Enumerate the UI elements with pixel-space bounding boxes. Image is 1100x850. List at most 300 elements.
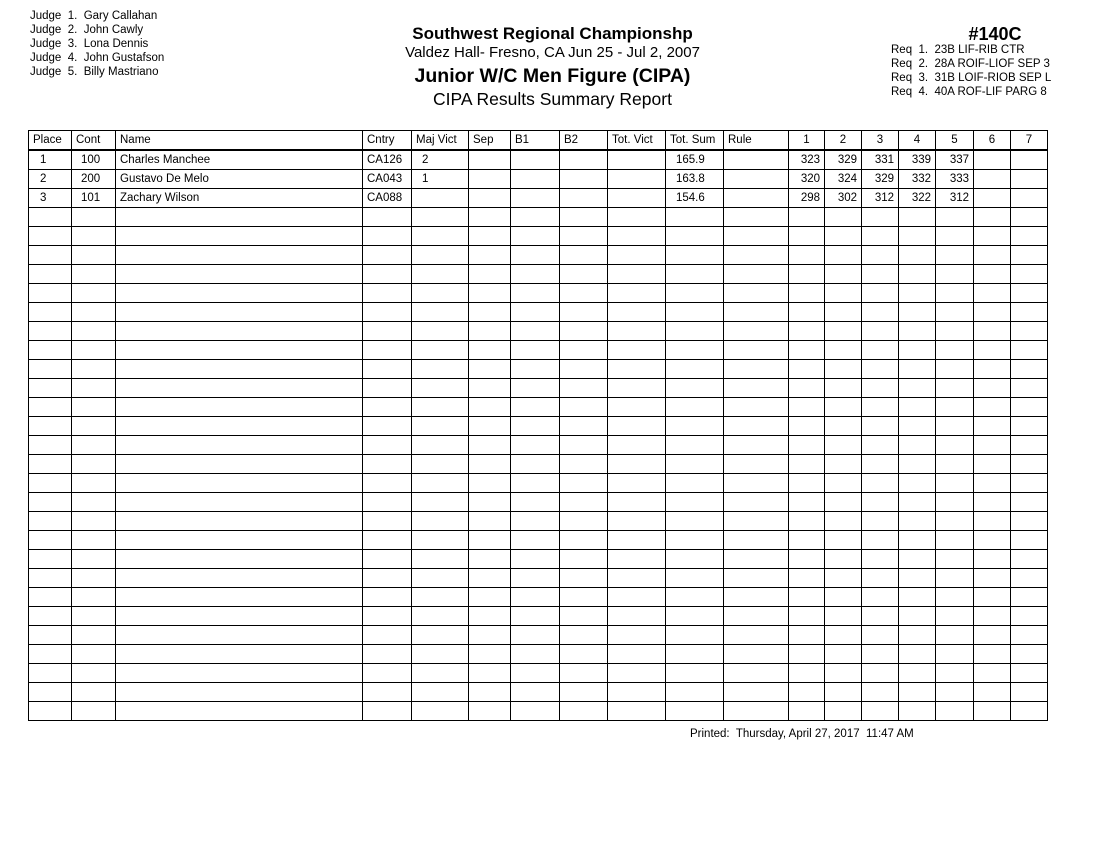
cell-5 bbox=[936, 588, 974, 607]
cell-place bbox=[29, 417, 72, 436]
cell-2 bbox=[825, 702, 862, 721]
cell-name bbox=[116, 265, 363, 284]
cell-sep bbox=[469, 474, 511, 493]
cell-sep bbox=[469, 227, 511, 246]
cell-rule bbox=[724, 626, 789, 645]
cell-cont bbox=[72, 265, 116, 284]
cell-4 bbox=[899, 626, 936, 645]
cell-4 bbox=[899, 645, 936, 664]
cell-7 bbox=[1011, 322, 1048, 341]
cell-3 bbox=[862, 398, 899, 417]
cell-2 bbox=[825, 493, 862, 512]
cell-cntry bbox=[363, 664, 412, 683]
cell-b1 bbox=[511, 341, 560, 360]
cell-sep bbox=[469, 702, 511, 721]
cell-b2 bbox=[560, 322, 608, 341]
event-title: Junior W/C Men Figure (CIPA) bbox=[414, 65, 691, 87]
cell-sep bbox=[469, 379, 511, 398]
cell-tot-sum bbox=[666, 531, 724, 550]
cell-3: 329 bbox=[862, 170, 899, 189]
cell-name bbox=[116, 512, 363, 531]
requirement-2: Req 2. 28A ROIF-LIOF SEP 3 bbox=[891, 58, 1050, 70]
cell-5 bbox=[936, 284, 974, 303]
cell-place bbox=[29, 360, 72, 379]
cell-rule bbox=[724, 664, 789, 683]
cell-sep bbox=[469, 645, 511, 664]
cell-tot-vict bbox=[608, 474, 666, 493]
cell-tot-sum bbox=[666, 626, 724, 645]
cell-place bbox=[29, 265, 72, 284]
cell-4 bbox=[899, 360, 936, 379]
cell-7 bbox=[1011, 150, 1048, 170]
cell-rule bbox=[724, 341, 789, 360]
cell-6 bbox=[974, 265, 1011, 284]
cell-name bbox=[116, 208, 363, 227]
cell-cont: 100 bbox=[72, 150, 116, 170]
cell-6 bbox=[974, 150, 1011, 170]
cell-5 bbox=[936, 569, 974, 588]
cell-maj-vict bbox=[412, 303, 469, 322]
cell-6 bbox=[974, 360, 1011, 379]
cell-3 bbox=[862, 474, 899, 493]
cell-sep bbox=[469, 284, 511, 303]
cell-2 bbox=[825, 246, 862, 265]
cell-6 bbox=[974, 683, 1011, 702]
cell-b2 bbox=[560, 512, 608, 531]
cell-b1 bbox=[511, 150, 560, 170]
cell-name bbox=[116, 588, 363, 607]
cell-name bbox=[116, 246, 363, 265]
cell-name bbox=[116, 455, 363, 474]
cell-tot-sum bbox=[666, 550, 724, 569]
cell-4: 332 bbox=[899, 170, 936, 189]
cell-b1 bbox=[511, 227, 560, 246]
cell-4 bbox=[899, 588, 936, 607]
judge-5: Judge 5. Billy Mastriano bbox=[30, 66, 159, 78]
column-header-tot-vict: Tot. Vict bbox=[608, 131, 666, 151]
cell-b2 bbox=[560, 645, 608, 664]
cell-5 bbox=[936, 607, 974, 626]
cell-cntry: CA126 bbox=[363, 150, 412, 170]
cell-rule bbox=[724, 189, 789, 208]
cell-sep bbox=[469, 398, 511, 417]
requirement-3: Req 3. 31B LOIF-RIOB SEP L bbox=[891, 72, 1052, 84]
cell-2 bbox=[825, 360, 862, 379]
cell-6 bbox=[974, 227, 1011, 246]
cell-rule bbox=[724, 227, 789, 246]
judges-list bbox=[30, 9, 164, 79]
cell-maj-vict bbox=[412, 664, 469, 683]
cell-tot-vict bbox=[608, 360, 666, 379]
cell-place: 1 bbox=[29, 150, 72, 170]
cell-4 bbox=[899, 246, 936, 265]
cell-tot-sum bbox=[666, 569, 724, 588]
cell-tot-sum bbox=[666, 512, 724, 531]
cell-maj-vict bbox=[412, 588, 469, 607]
cell-rule bbox=[724, 170, 789, 189]
cell-1 bbox=[789, 246, 825, 265]
cell-rule bbox=[724, 150, 789, 170]
cell-place bbox=[29, 683, 72, 702]
cell-2 bbox=[825, 550, 862, 569]
cell-cntry bbox=[363, 702, 412, 721]
cell-5 bbox=[936, 702, 974, 721]
cell-tot-sum: 154.6 bbox=[666, 189, 724, 208]
cell-3 bbox=[862, 702, 899, 721]
cell-2 bbox=[825, 664, 862, 683]
cell-rule bbox=[724, 417, 789, 436]
cell-place bbox=[29, 303, 72, 322]
cell-7 bbox=[1011, 265, 1048, 284]
cell-b1 bbox=[511, 607, 560, 626]
cell-2: 302 bbox=[825, 189, 862, 208]
cell-maj-vict: 1 bbox=[412, 170, 469, 189]
cell-1 bbox=[789, 322, 825, 341]
cell-tot-vict bbox=[608, 189, 666, 208]
cell-name bbox=[116, 531, 363, 550]
cell-6 bbox=[974, 341, 1011, 360]
cell-b2 bbox=[560, 341, 608, 360]
cell-1 bbox=[789, 626, 825, 645]
cell-7 bbox=[1011, 493, 1048, 512]
cell-b2 bbox=[560, 607, 608, 626]
cell-name bbox=[116, 379, 363, 398]
cell-3 bbox=[862, 284, 899, 303]
cell-cont bbox=[72, 512, 116, 531]
cell-2 bbox=[825, 607, 862, 626]
cell-name: Charles Manchee bbox=[116, 150, 363, 170]
cell-4 bbox=[899, 208, 936, 227]
cell-cont bbox=[72, 626, 116, 645]
cell-b1 bbox=[511, 550, 560, 569]
cell-3 bbox=[862, 455, 899, 474]
cell-7 bbox=[1011, 189, 1048, 208]
cell-cont bbox=[72, 398, 116, 417]
table-row bbox=[29, 531, 1048, 550]
cell-name bbox=[116, 341, 363, 360]
cell-1 bbox=[789, 398, 825, 417]
table-row bbox=[29, 303, 1048, 322]
table-row bbox=[29, 474, 1048, 493]
cell-cont: 101 bbox=[72, 189, 116, 208]
cell-sep bbox=[469, 569, 511, 588]
cell-place bbox=[29, 455, 72, 474]
table-row bbox=[29, 227, 1048, 246]
cell-3 bbox=[862, 512, 899, 531]
cell-cont bbox=[72, 341, 116, 360]
cell-4 bbox=[899, 284, 936, 303]
cell-5 bbox=[936, 379, 974, 398]
cell-b2 bbox=[560, 626, 608, 645]
cell-1 bbox=[789, 493, 825, 512]
cell-sep bbox=[469, 170, 511, 189]
cell-2 bbox=[825, 474, 862, 493]
cell-4 bbox=[899, 531, 936, 550]
cell-tot-vict bbox=[608, 246, 666, 265]
table-row bbox=[29, 664, 1048, 683]
cell-maj-vict bbox=[412, 322, 469, 341]
cell-2 bbox=[825, 398, 862, 417]
cell-cont bbox=[72, 683, 116, 702]
cell-b1 bbox=[511, 493, 560, 512]
cell-sep bbox=[469, 607, 511, 626]
requirements-list bbox=[891, 43, 1051, 99]
cell-tot-vict bbox=[608, 569, 666, 588]
cell-2 bbox=[825, 455, 862, 474]
table-row bbox=[29, 360, 1048, 379]
cell-b2 bbox=[560, 208, 608, 227]
cell-7 bbox=[1011, 455, 1048, 474]
cell-cntry bbox=[363, 588, 412, 607]
cell-6 bbox=[974, 170, 1011, 189]
cell-6 bbox=[974, 398, 1011, 417]
cell-cont bbox=[72, 417, 116, 436]
cell-6 bbox=[974, 208, 1011, 227]
cell-1 bbox=[789, 303, 825, 322]
cell-3 bbox=[862, 417, 899, 436]
cell-tot-vict bbox=[608, 512, 666, 531]
cell-7 bbox=[1011, 417, 1048, 436]
cell-b1 bbox=[511, 531, 560, 550]
cell-cntry bbox=[363, 417, 412, 436]
cell-rule bbox=[724, 512, 789, 531]
cell-1 bbox=[789, 645, 825, 664]
cell-maj-vict bbox=[412, 645, 469, 664]
cell-4 bbox=[899, 474, 936, 493]
cell-1 bbox=[789, 588, 825, 607]
cell-cntry bbox=[363, 341, 412, 360]
table-row bbox=[29, 322, 1048, 341]
cell-place bbox=[29, 550, 72, 569]
cell-sep bbox=[469, 588, 511, 607]
cell-3 bbox=[862, 360, 899, 379]
cell-name bbox=[116, 303, 363, 322]
cell-maj-vict bbox=[412, 227, 469, 246]
cell-tot-vict bbox=[608, 455, 666, 474]
cell-2 bbox=[825, 512, 862, 531]
cell-cont bbox=[72, 455, 116, 474]
cell-cntry bbox=[363, 436, 412, 455]
cell-7 bbox=[1011, 702, 1048, 721]
cell-name bbox=[116, 664, 363, 683]
cell-3 bbox=[862, 341, 899, 360]
cell-name bbox=[116, 493, 363, 512]
cell-sep bbox=[469, 303, 511, 322]
cell-6 bbox=[974, 493, 1011, 512]
column-header-b2: B2 bbox=[560, 131, 608, 151]
cell-cntry bbox=[363, 569, 412, 588]
cell-cntry bbox=[363, 398, 412, 417]
cell-name bbox=[116, 702, 363, 721]
cell-7 bbox=[1011, 474, 1048, 493]
cell-7 bbox=[1011, 303, 1048, 322]
cell-1 bbox=[789, 379, 825, 398]
cell-2 bbox=[825, 417, 862, 436]
table-row bbox=[29, 246, 1048, 265]
cell-cont bbox=[72, 474, 116, 493]
cell-6 bbox=[974, 531, 1011, 550]
cell-7 bbox=[1011, 531, 1048, 550]
cell-place bbox=[29, 702, 72, 721]
table-row bbox=[29, 512, 1048, 531]
cell-tot-vict bbox=[608, 341, 666, 360]
cell-rule bbox=[724, 455, 789, 474]
cell-rule bbox=[724, 379, 789, 398]
cell-6 bbox=[974, 664, 1011, 683]
cell-tot-vict bbox=[608, 607, 666, 626]
cell-4 bbox=[899, 455, 936, 474]
table-row bbox=[29, 379, 1048, 398]
cell-b2 bbox=[560, 360, 608, 379]
cell-rule bbox=[724, 683, 789, 702]
table-row bbox=[29, 607, 1048, 626]
column-header-5: 5 bbox=[936, 131, 974, 151]
cell-6 bbox=[974, 569, 1011, 588]
cell-rule bbox=[724, 493, 789, 512]
cell-rule bbox=[724, 569, 789, 588]
event-number: #140C bbox=[968, 24, 1022, 44]
cell-rule bbox=[724, 284, 789, 303]
cell-rule bbox=[724, 645, 789, 664]
cell-tot-vict bbox=[608, 284, 666, 303]
cell-4 bbox=[899, 227, 936, 246]
cell-2 bbox=[825, 227, 862, 246]
cell-place bbox=[29, 588, 72, 607]
cell-3 bbox=[862, 303, 899, 322]
cell-3 bbox=[862, 645, 899, 664]
cell-b1 bbox=[511, 664, 560, 683]
cell-tot-sum bbox=[666, 664, 724, 683]
cell-name bbox=[116, 284, 363, 303]
cell-b2 bbox=[560, 265, 608, 284]
cell-cntry bbox=[363, 645, 412, 664]
cell-b2 bbox=[560, 550, 608, 569]
cell-maj-vict bbox=[412, 531, 469, 550]
cell-4 bbox=[899, 322, 936, 341]
cell-maj-vict bbox=[412, 683, 469, 702]
cell-cont bbox=[72, 588, 116, 607]
cell-cntry bbox=[363, 607, 412, 626]
cell-tot-sum bbox=[666, 379, 724, 398]
cell-6 bbox=[974, 379, 1011, 398]
report-title: CIPA Results Summary Report bbox=[433, 89, 672, 109]
cell-cont: 200 bbox=[72, 170, 116, 189]
judge-2: Judge 2. John Cawly bbox=[30, 24, 144, 36]
cell-maj-vict bbox=[412, 246, 469, 265]
cell-cntry bbox=[363, 360, 412, 379]
cell-tot-vict bbox=[608, 208, 666, 227]
cell-cont bbox=[72, 303, 116, 322]
cell-4 bbox=[899, 417, 936, 436]
cell-3 bbox=[862, 683, 899, 702]
cell-3: 312 bbox=[862, 189, 899, 208]
cell-tot-sum bbox=[666, 360, 724, 379]
cell-b1 bbox=[511, 398, 560, 417]
cell-place bbox=[29, 208, 72, 227]
cell-cont bbox=[72, 208, 116, 227]
cell-name bbox=[116, 398, 363, 417]
cell-tot-sum bbox=[666, 474, 724, 493]
cell-2 bbox=[825, 569, 862, 588]
cell-b2 bbox=[560, 150, 608, 170]
cell-tot-sum bbox=[666, 303, 724, 322]
cell-place bbox=[29, 246, 72, 265]
cell-1 bbox=[789, 683, 825, 702]
cell-tot-vict bbox=[608, 702, 666, 721]
cell-b1 bbox=[511, 626, 560, 645]
cell-tot-sum: 165.9 bbox=[666, 150, 724, 170]
report-titles bbox=[370, 24, 735, 110]
cell-7 bbox=[1011, 607, 1048, 626]
cell-name bbox=[116, 474, 363, 493]
cell-6 bbox=[974, 474, 1011, 493]
cell-tot-sum bbox=[666, 227, 724, 246]
judge-1: Judge 1. Gary Callahan bbox=[30, 10, 158, 22]
cell-5 bbox=[936, 455, 974, 474]
cell-6 bbox=[974, 189, 1011, 208]
cell-name bbox=[116, 550, 363, 569]
cell-b2 bbox=[560, 227, 608, 246]
cell-rule bbox=[724, 303, 789, 322]
cell-2: 329 bbox=[825, 150, 862, 170]
cell-cntry bbox=[363, 284, 412, 303]
cell-tot-sum bbox=[666, 398, 724, 417]
cell-2 bbox=[825, 322, 862, 341]
table-row bbox=[29, 265, 1048, 284]
cell-7 bbox=[1011, 170, 1048, 189]
cell-tot-vict bbox=[608, 645, 666, 664]
cell-sep bbox=[469, 493, 511, 512]
judge-3: Judge 3. Lona Dennis bbox=[30, 38, 149, 50]
cell-cont bbox=[72, 607, 116, 626]
cell-name bbox=[116, 227, 363, 246]
cell-rule bbox=[724, 607, 789, 626]
cell-cntry: CA043 bbox=[363, 170, 412, 189]
results-table bbox=[28, 130, 1048, 721]
cell-maj-vict bbox=[412, 379, 469, 398]
cell-1 bbox=[789, 607, 825, 626]
cell-tot-vict bbox=[608, 227, 666, 246]
cell-sep bbox=[469, 360, 511, 379]
cell-sep bbox=[469, 341, 511, 360]
cell-7 bbox=[1011, 379, 1048, 398]
cell-place bbox=[29, 436, 72, 455]
cell-name bbox=[116, 322, 363, 341]
cell-7 bbox=[1011, 512, 1048, 531]
cell-1 bbox=[789, 341, 825, 360]
cell-3 bbox=[862, 569, 899, 588]
cell-b1 bbox=[511, 303, 560, 322]
column-header-cont: Cont bbox=[72, 131, 116, 151]
cell-b2 bbox=[560, 588, 608, 607]
column-header-7: 7 bbox=[1011, 131, 1048, 151]
venue-dates: Valdez Hall- Fresno, CA Jun 25 - Jul 2, 2007 bbox=[405, 44, 700, 61]
table-row bbox=[29, 398, 1048, 417]
cell-maj-vict bbox=[412, 417, 469, 436]
cell-place bbox=[29, 607, 72, 626]
cell-3 bbox=[862, 265, 899, 284]
cell-b2 bbox=[560, 702, 608, 721]
cell-place bbox=[29, 664, 72, 683]
cell-place bbox=[29, 398, 72, 417]
cell-6 bbox=[974, 588, 1011, 607]
cell-name bbox=[116, 360, 363, 379]
cell-sep bbox=[469, 550, 511, 569]
cell-maj-vict bbox=[412, 284, 469, 303]
cell-maj-vict bbox=[412, 265, 469, 284]
cell-cont bbox=[72, 322, 116, 341]
cell-7 bbox=[1011, 569, 1048, 588]
